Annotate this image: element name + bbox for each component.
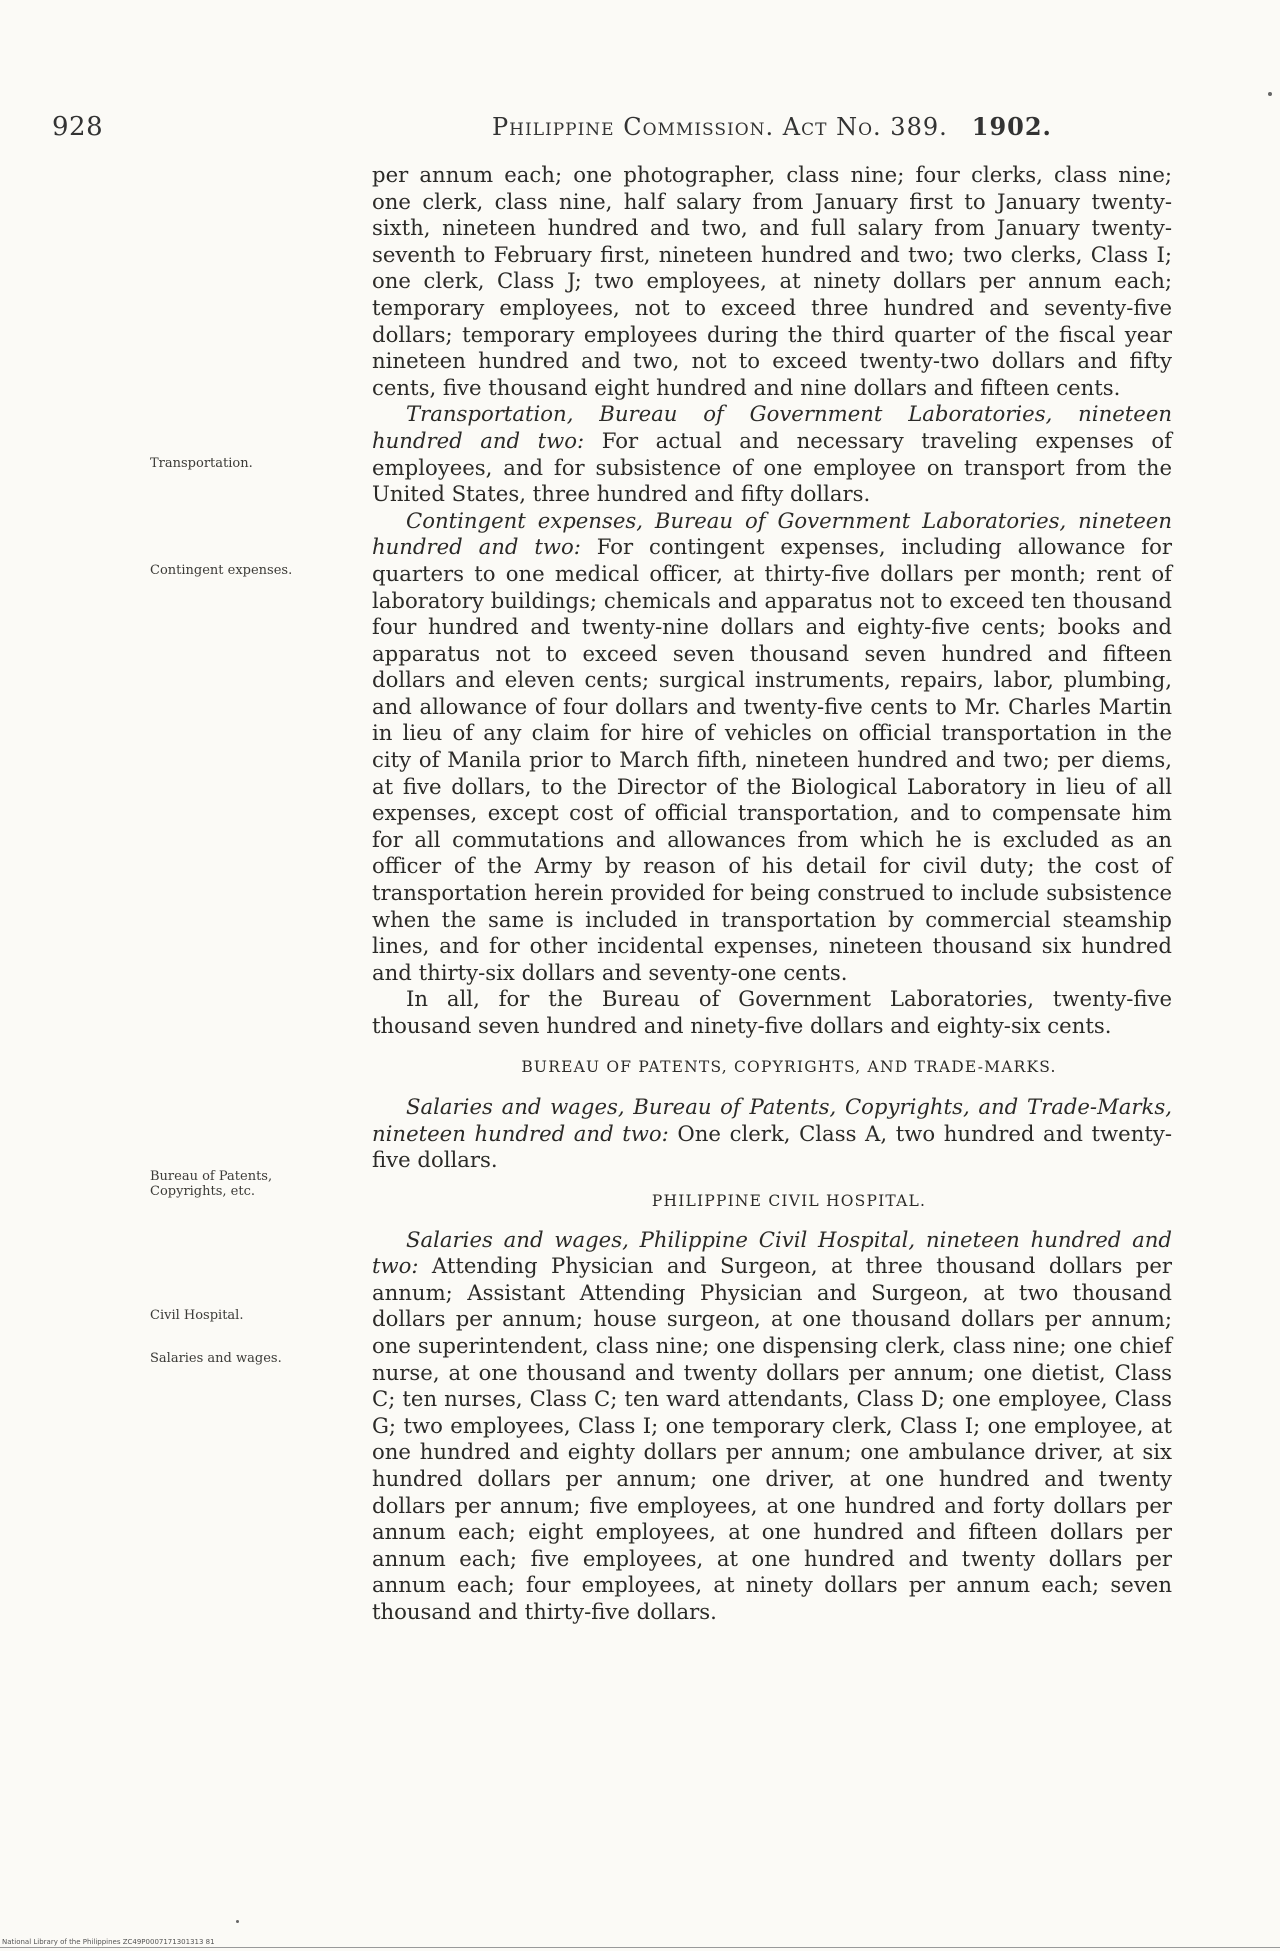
paragraph-hospital-heading: Salaries and wages, Philippine Civil Hospital, nineteen hundred and two: [372,1226,1172,1279]
running-title: Philippine Commission. Act No. 389. [492,113,948,141]
paragraph-contingent-heading: Contingent expenses, Bureau of Government Laboratories, nineteen hundred and two: [372,507,1172,560]
page-number: 928 [52,112,104,142]
paragraph-patents-heading: Salaries and wages, Bureau of Patents, Copyrights, and Trade-Marks, nineteen hundred and two: [372,1094,1172,1146]
section-heading-civil-hospital: PHILIPPINE CIVIL HOSPITAL. [651,1191,927,1210]
section-heading-patents: BUREAU OF PATENTS, COPYRIGHTS, AND TRADE-MARKS. [521,1057,1057,1076]
margin-note-transportation: Transportation. [150,456,253,471]
margin-note-patents-line2: Copyrights, etc. [150,1184,255,1199]
paragraph-transportation [372,401,1172,507]
paragraph-contingent-expenses [372,508,1172,987]
paragraph-patents-text: One clerk, Class A, two hundred and twenty-five dollars. [372,1120,1172,1173]
footer-rule [0,1947,1280,1948]
paragraph-patents-salaries [372,1094,1172,1174]
paragraph-continuation: per annum each; one photographer, class nine; four clerks, class nine; one clerk, class nine, half salary from January first to January twenty-sixth, nineteen hundred and two, and full salary from January twenty-seventh to February first, nineteen hundred and two; two clerks, Class I; one clerk, Class J; two employees, at ninety dollars per annum each; temporary employees, not to exceed three hundred and seventy-five dollars; temporary employees during the third quarter of the fiscal year nineteen hundred and two, not to exceed twenty-two dollars and fifty cents, five thousand eight hundred and nine dollars and fifteen cents. [372,162,1172,400]
paragraph-transportation-text: For actual and necessary traveling expenses of employees, and for subsistence of one employee on transport from the United States, three hundred and fifty dollars. [372,427,1172,507]
margin-note-contingent-expenses: Contingent expenses. [150,563,293,578]
running-year: 1902. [971,112,1052,141]
paragraph-hospital-text: Attending Physician and Surgeon, at three thousand dollars per annum; Assistant Attending Physician and Surgeon, at two thousand dollars per annum; house surgeon, at one thousand dollars per annum; one superintendent, class nine; one dispensing clerk, class nine; one chief nurse, at one thousand and twenty dollars per annum; one dietist, Class C; ten nurses, Class C; ten ward attendants, Class D; one employee, Class G; two employees, Class I; one temporary clerk, Class I; one employee, at one hundred and eighty dollars per annum; one ambulance driver, at six hundred dollars per annum; one driver, at one hundred and twenty dollars per annum; five employees, at one hundred and forty dollars per annum each; eight employees, at one hundred and fifteen dollars per annum each; five employees, at one hundred and twenty dollars per annum each; four employees, at ninety dollars per annum each; seven thousand and thirty-five dollars. [372,1253,1172,1624]
paragraph-transportation-heading: Transportation, Bureau of Government Laboratories, nineteen hundred and two: [372,401,1172,453]
margin-note-bureau-of-patents [150,1169,360,1199]
scan-speck [236,1920,239,1923]
scan-speck [1268,92,1272,96]
margin-note-salaries-and-wages: Salaries and wages. [150,1351,282,1366]
margin-note-patents-line1: Bureau of Patents, [150,1169,273,1184]
running-head [492,112,1052,141]
page-body [372,162,1172,1625]
paragraph-contingent-text: For contingent expenses, including allowance for quarters to one medical officer, at thirty-five dollars per month; rent of laboratory buildings; chemicals and apparatus not to exceed ten thousand four hundred and twenty-nine dollars and eighty-five cents; books and apparatus not to exceed seven thousand seven hundred and fifteen dollars and eleven cents; surgical instruments, repairs, labor, plumbing, and allowance of four dollars and twenty-five cents to Mr. Charles Martin in lieu of any claim for hire of vehicles on official transportation in the city of Manila prior to March fifth, nineteen hundred and two; per diems, at five dollars, to the Director of the Biological Laboratory in lieu of all expenses, except cost of official transportation, and to compensate him for all commutations and allowances from which he is excluded as an officer of the Army by reason of his detail for civil duty; the cost of transportation herein provided for being construed to include subsistence when the same is included in transportation by commercial steamship lines, and for other incidental expenses, nineteen thousand six hundred and thirty-six dollars and seventy-one cents. [372,534,1172,985]
paragraph-laboratories-total: In all, for the Bureau of Government Laboratories, twenty-five thousand seven hundred and ninety-five dollars and eighty-six cents. [372,986,1172,1038]
margin-note-civil-hospital: Civil Hospital. [150,1308,244,1323]
paragraph-hospital-salaries [372,1227,1172,1626]
scan-credit: National Library of the Philippines ZC49P0007171301313 81 [2,1938,215,1946]
